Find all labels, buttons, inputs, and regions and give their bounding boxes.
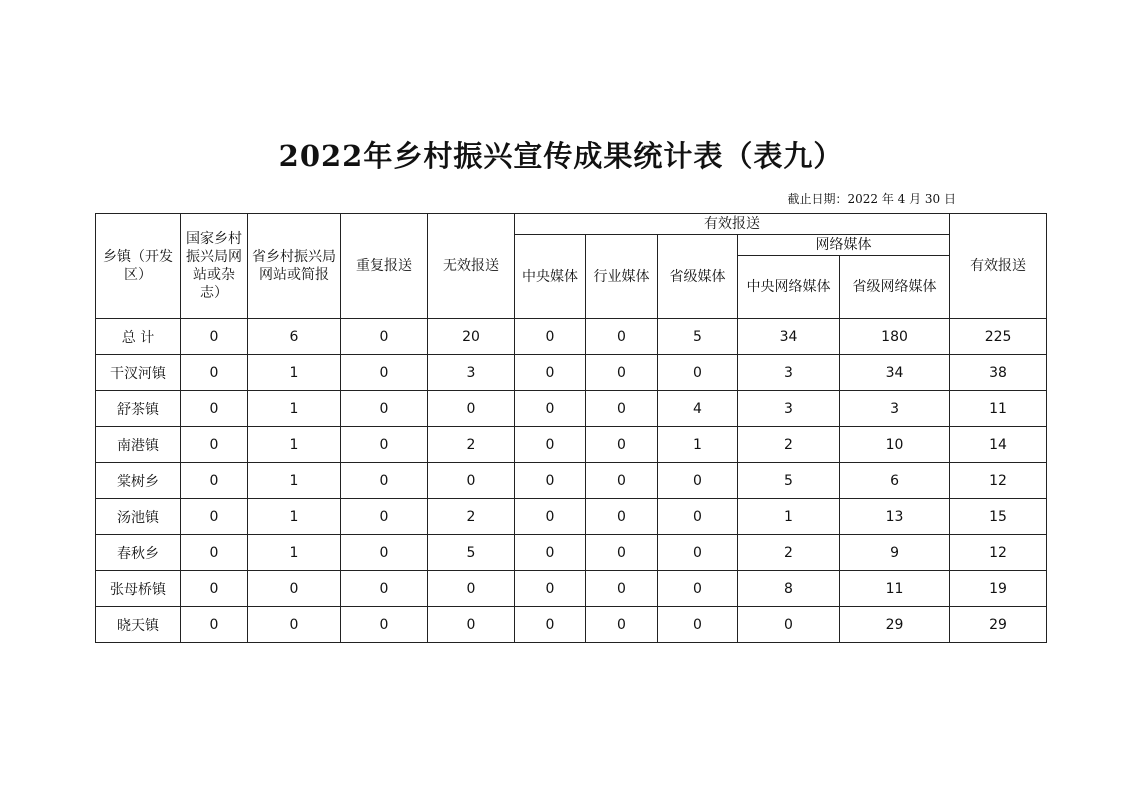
value-cell: 1	[738, 499, 840, 535]
town-name-cell: 汤池镇	[96, 499, 181, 535]
table-row	[96, 463, 1047, 499]
value-cell: 13	[840, 499, 950, 535]
value-cell: 0	[586, 463, 658, 499]
header-central-network: 中央网络媒体	[738, 256, 840, 319]
value-cell: 0	[181, 499, 248, 535]
value-cell: 2	[738, 427, 840, 463]
header-provincial-media: 省级媒体	[658, 235, 738, 319]
value-cell: 0	[586, 391, 658, 427]
value-cell: 3	[428, 355, 515, 391]
header-town: 乡镇（开发区）	[96, 214, 181, 319]
value-cell: 5	[738, 463, 840, 499]
value-cell: 1	[248, 499, 341, 535]
town-name-cell: 总 计	[96, 319, 181, 355]
value-cell: 0	[181, 571, 248, 607]
table-row	[96, 607, 1047, 643]
value-cell: 34	[840, 355, 950, 391]
header-valid-group: 有效报送	[515, 214, 950, 235]
town-name-cell: 张母桥镇	[96, 571, 181, 607]
value-cell: 0	[341, 463, 428, 499]
value-cell: 0	[248, 571, 341, 607]
value-cell: 0	[341, 535, 428, 571]
value-cell: 0	[586, 427, 658, 463]
value-cell: 0	[586, 319, 658, 355]
value-cell: 0	[586, 499, 658, 535]
value-cell: 11	[840, 571, 950, 607]
value-cell: 0	[181, 535, 248, 571]
table-row-total	[96, 319, 1047, 355]
value-cell: 0	[181, 355, 248, 391]
value-cell: 29	[840, 607, 950, 643]
town-name-cell: 舒茶镇	[96, 391, 181, 427]
value-cell: 1	[248, 355, 341, 391]
value-cell: 0	[515, 463, 586, 499]
value-cell: 0	[515, 319, 586, 355]
value-cell: 4	[658, 391, 738, 427]
value-cell: 0	[658, 499, 738, 535]
value-cell: 0	[428, 571, 515, 607]
page-title: 2022年乡村振兴宣传成果统计表（表九）	[278, 139, 844, 173]
value-cell: 0	[515, 535, 586, 571]
value-cell: 0	[181, 463, 248, 499]
value-cell: 0	[586, 571, 658, 607]
header-national-site: 国家乡村振兴局网站或杂志）	[181, 214, 248, 319]
statistics-table	[95, 213, 1047, 643]
value-cell: 6	[248, 319, 341, 355]
value-cell: 0	[515, 499, 586, 535]
value-cell: 20	[428, 319, 515, 355]
value-cell: 0	[515, 427, 586, 463]
header-industry-media: 行业媒体	[586, 235, 658, 319]
value-cell: 10	[840, 427, 950, 463]
header-central-media: 中央媒体	[515, 235, 586, 319]
value-cell: 29	[950, 607, 1047, 643]
table-row	[96, 391, 1047, 427]
value-cell: 0	[658, 535, 738, 571]
value-cell: 0	[586, 607, 658, 643]
value-cell: 0	[341, 607, 428, 643]
value-cell: 0	[428, 607, 515, 643]
value-cell: 1	[658, 427, 738, 463]
value-cell: 0	[658, 607, 738, 643]
value-cell: 225	[950, 319, 1047, 355]
value-cell: 0	[181, 607, 248, 643]
value-cell: 2	[428, 427, 515, 463]
table-row	[96, 535, 1047, 571]
value-cell: 0	[341, 355, 428, 391]
value-cell: 0	[738, 607, 840, 643]
value-cell: 19	[950, 571, 1047, 607]
table-row	[96, 355, 1047, 391]
value-cell: 0	[658, 571, 738, 607]
value-cell: 11	[950, 391, 1047, 427]
value-cell: 0	[428, 463, 515, 499]
header-provincial-site: 省乡村振兴局网站或简报	[248, 214, 341, 319]
value-cell: 12	[950, 463, 1047, 499]
value-cell: 0	[181, 427, 248, 463]
value-cell: 5	[428, 535, 515, 571]
cutoff-date: 截止日期：2022 年 4 月 30 日	[787, 192, 956, 206]
value-cell: 0	[515, 391, 586, 427]
value-cell: 0	[341, 391, 428, 427]
value-cell: 0	[181, 391, 248, 427]
town-name-cell: 春秋乡	[96, 535, 181, 571]
town-name-cell: 南港镇	[96, 427, 181, 463]
value-cell: 0	[341, 499, 428, 535]
value-cell: 6	[840, 463, 950, 499]
value-cell: 38	[950, 355, 1047, 391]
table-row	[96, 499, 1047, 535]
value-cell: 9	[840, 535, 950, 571]
town-name-cell: 棠树乡	[96, 463, 181, 499]
value-cell: 3	[840, 391, 950, 427]
header-network-media: 网络媒体	[738, 235, 950, 256]
table-row	[96, 427, 1047, 463]
table-row	[96, 571, 1047, 607]
value-cell: 14	[950, 427, 1047, 463]
value-cell: 0	[515, 355, 586, 391]
value-cell: 0	[341, 571, 428, 607]
header-valid-total: 有效报送	[950, 214, 1047, 319]
value-cell: 1	[248, 535, 341, 571]
value-cell: 2	[428, 499, 515, 535]
value-cell: 0	[248, 607, 341, 643]
header-invalid: 无效报送	[428, 214, 515, 319]
value-cell: 180	[840, 319, 950, 355]
header-provincial-network: 省级网络媒体	[840, 256, 950, 319]
value-cell: 2	[738, 535, 840, 571]
value-cell: 15	[950, 499, 1047, 535]
value-cell: 1	[248, 391, 341, 427]
value-cell: 0	[658, 463, 738, 499]
value-cell: 1	[248, 463, 341, 499]
value-cell: 0	[515, 571, 586, 607]
value-cell: 0	[586, 535, 658, 571]
table-body	[96, 319, 1047, 643]
value-cell: 1	[248, 427, 341, 463]
value-cell: 3	[738, 391, 840, 427]
value-cell: 0	[428, 391, 515, 427]
town-name-cell: 干汊河镇	[96, 355, 181, 391]
value-cell: 12	[950, 535, 1047, 571]
value-cell: 0	[515, 607, 586, 643]
value-cell: 0	[341, 427, 428, 463]
value-cell: 3	[738, 355, 840, 391]
value-cell: 34	[738, 319, 840, 355]
value-cell: 0	[341, 319, 428, 355]
town-name-cell: 晓天镇	[96, 607, 181, 643]
value-cell: 0	[181, 319, 248, 355]
value-cell: 5	[658, 319, 738, 355]
header-duplicate: 重复报送	[341, 214, 428, 319]
value-cell: 8	[738, 571, 840, 607]
value-cell: 0	[658, 355, 738, 391]
value-cell: 0	[586, 355, 658, 391]
